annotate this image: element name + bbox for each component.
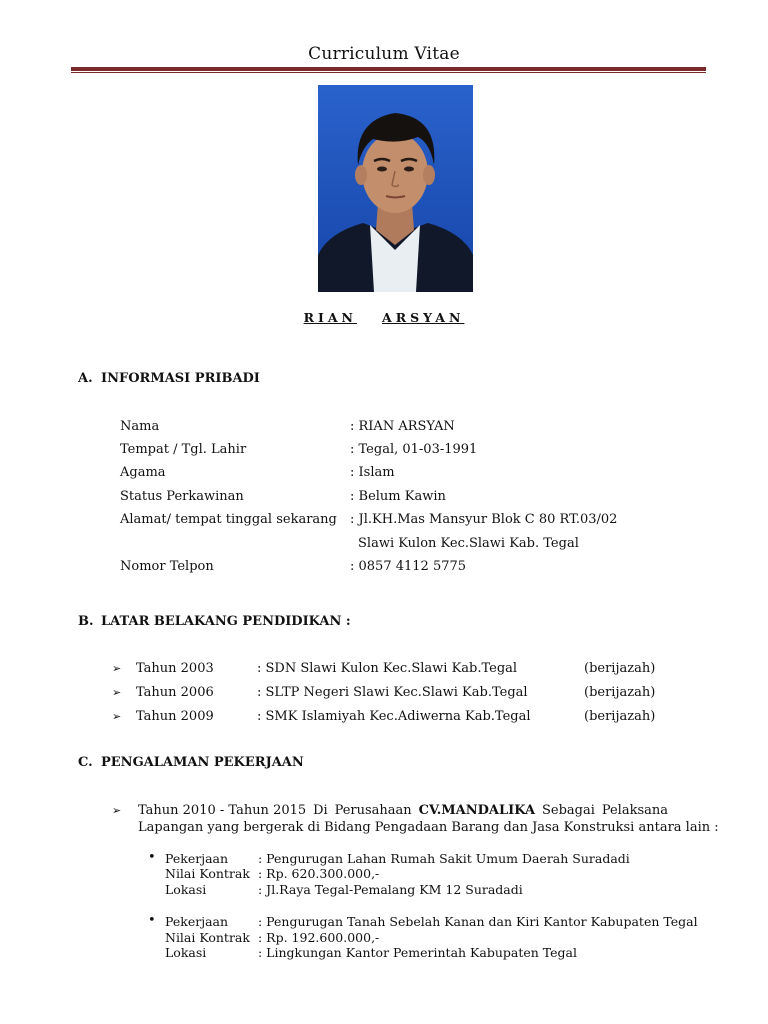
- portrait-image: [318, 85, 473, 292]
- section-b-index: B.: [78, 614, 94, 629]
- edu-note-2: (berijazah): [584, 685, 656, 700]
- personal-value-status: : Belum Kawin: [350, 489, 446, 504]
- job1-pekerjaan-label: Pekerjaan: [165, 851, 229, 866]
- intro-word-6: Pelaksana: [601, 803, 668, 818]
- arrow-bullet-icon: ➢: [112, 710, 122, 723]
- section-c-title: PENGALAMAN PEKERJAAN: [101, 755, 304, 770]
- personal-label-ttl: Tempat / Tgl. Lahir: [120, 442, 247, 457]
- experience-intro-line1: [138, 803, 668, 818]
- job1-nilai-label: Nilai Kontrak: [165, 866, 250, 881]
- intro-word-5: Sebagai: [542, 803, 595, 818]
- personal-label-telpon: Nomor Telpon: [120, 559, 214, 574]
- candidate-last-name: ARSYAN: [382, 310, 465, 325]
- personal-label-nama: Nama: [120, 419, 160, 434]
- job2-pekerjaan-label: Pekerjaan: [165, 914, 229, 929]
- job1-nilai: : Rp. 620.300.000,-: [258, 866, 380, 881]
- arrow-bullet-icon: ➢: [112, 686, 122, 699]
- job1-pekerjaan: : Pengurugan Lahan Rumah Sakit Umum Daerah Suradadi: [258, 851, 630, 866]
- edu-year-2: Tahun 2006: [136, 685, 214, 700]
- edu-arrow-2: [112, 685, 121, 700]
- personal-label-status: Status Perkawinan: [120, 489, 244, 504]
- experience-arrow: [112, 803, 121, 818]
- edu-note-1: (berijazah): [584, 661, 656, 676]
- job1-lokasi: : Jl.Raya Tegal-Pemalang KM 12 Suradadi: [258, 882, 523, 897]
- arrow-bullet-icon: ➢: [112, 662, 122, 675]
- personal-value-telpon: : 0857 4112 5775: [350, 559, 467, 574]
- edu-note-3: (berijazah): [584, 709, 656, 724]
- title-rule-thin: [71, 72, 706, 73]
- section-a-heading: [78, 371, 260, 386]
- candidate-first-name: RIAN: [303, 310, 357, 325]
- job2-pekerjaan: : Pengurugan Tanah Sebelah Kanan dan Kiri Kantor Kabupaten Tegal: [258, 914, 698, 929]
- section-c-index: C.: [78, 755, 93, 770]
- section-b-heading: [78, 614, 351, 629]
- section-a-index: A.: [78, 371, 93, 386]
- bullet-dot-icon: •: [148, 850, 156, 865]
- intro-word-2: Di: [313, 803, 328, 818]
- personal-label-agama: Agama: [120, 465, 166, 480]
- section-b-title: LATAR BELAKANG PENDIDIKAN :: [101, 614, 351, 629]
- title-rule-thick: [71, 67, 706, 71]
- intro-word-3: Perusahaan: [334, 803, 412, 818]
- job1-lokasi-label: Lokasi: [165, 882, 207, 897]
- edu-arrow-1: [112, 661, 121, 676]
- experience-intro-line2: Lapangan yang bergerak di Bidang Pengadaan Barang dan Jasa Konstruksi antara lain :: [138, 820, 719, 835]
- document-title: Curriculum Vitae: [308, 44, 460, 64]
- portrait-photo: [318, 85, 473, 292]
- edu-school-1: : SDN Slawi Kulon Kec.Slawi Kab.Tegal: [257, 661, 518, 676]
- edu-year-3: Tahun 2009: [136, 709, 214, 724]
- personal-value-nama: : RIAN ARSYAN: [350, 419, 455, 434]
- intro-company: CV.MANDALIKA: [418, 803, 536, 818]
- intro-word-1: Tahun 2010 - Tahun 2015: [138, 803, 307, 818]
- job2-nilai-label: Nilai Kontrak: [165, 930, 250, 945]
- edu-year-1: Tahun 2003: [136, 661, 214, 676]
- section-a-title: INFORMASI PRIBADI: [101, 371, 260, 386]
- job2-lokasi: : Lingkungan Kantor Pemerintah Kabupaten Tegal: [258, 945, 578, 960]
- personal-value-ttl: : Tegal, 01-03-1991: [350, 442, 478, 457]
- edu-arrow-3: [112, 709, 121, 724]
- job2-lokasi-label: Lokasi: [165, 945, 207, 960]
- edu-school-3: : SMK Islamiyah Kec.Adiwerna Kab.Tegal: [257, 709, 531, 724]
- edu-school-2: : SLTP Negeri Slawi Kec.Slawi Kab.Tegal: [257, 685, 528, 700]
- personal-value-alamat: : Jl.KH.Mas Mansyur Blok C 80 RT.03/02: [350, 512, 618, 527]
- personal-label-alamat: Alamat/ tempat tinggal sekarang: [120, 512, 337, 527]
- personal-value-alamat-line2: Slawi Kulon Kec.Slawi Kab. Tegal: [358, 536, 579, 551]
- personal-value-agama: : Islam: [350, 465, 395, 480]
- bullet-dot-icon: •: [148, 913, 156, 928]
- arrow-bullet-icon: ➢: [112, 804, 122, 817]
- candidate-name: [0, 310, 768, 325]
- section-c-heading: [78, 755, 304, 770]
- job2-nilai: : Rp. 192.600.000,-: [258, 930, 380, 945]
- experience-intro: [138, 803, 719, 835]
